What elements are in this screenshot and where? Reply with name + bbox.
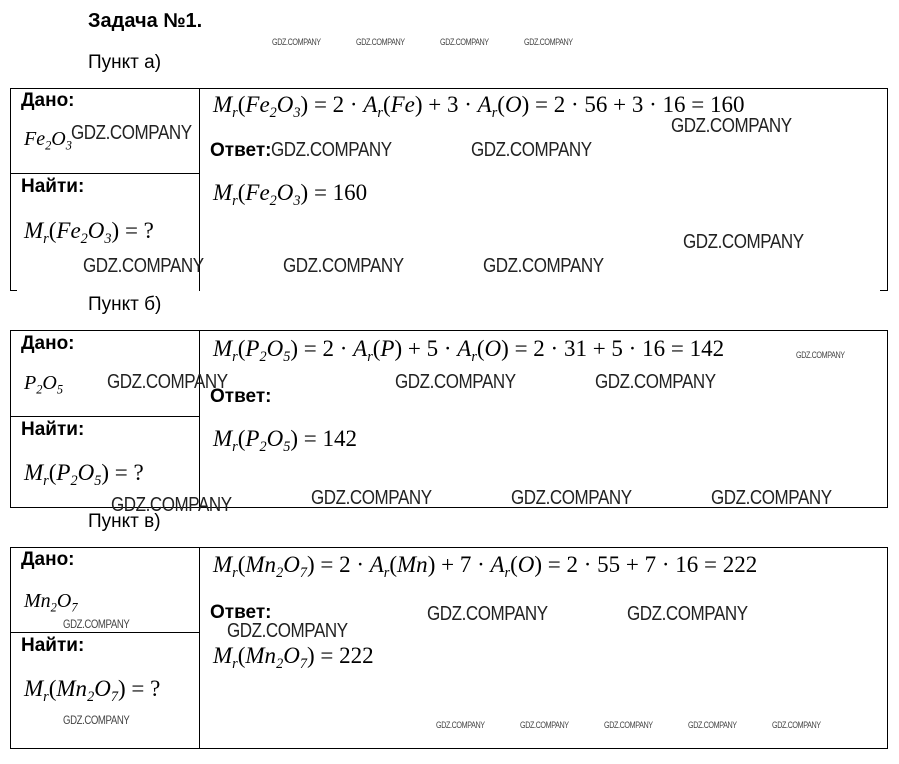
nayti-label: Найти:: [21, 635, 85, 656]
given-formula: $Mn_2O_7$: [24, 590, 78, 615]
watermark: GDZ.COMPANY: [271, 139, 392, 161]
table-border: [10, 290, 17, 291]
watermark: GDZ.COMPANY: [604, 720, 653, 730]
table-divider: [199, 547, 200, 749]
watermark: GDZ.COMPANY: [796, 350, 845, 360]
watermark: GDZ.COMPANY: [83, 255, 204, 277]
watermark: GDZ.COMPANY: [671, 115, 792, 137]
answer-formula: $M_r(P_2O_5) = 142$: [213, 426, 357, 455]
punkt-b-label: Пункт б): [88, 294, 162, 315]
punkt-v-label: Пункт в): [88, 511, 161, 532]
watermark: GDZ.COMPANY: [107, 371, 228, 393]
nayti-label: Найти:: [21, 419, 85, 440]
watermark: GDZ.COMPANY: [71, 122, 192, 144]
watermark: GDZ.COMPANY: [483, 255, 604, 277]
answer-formula: $M_r(Mn_2O_7) = 222$: [213, 643, 374, 672]
watermark: GDZ.COMPANY: [272, 37, 321, 47]
watermark: GDZ.COMPANY: [440, 37, 489, 47]
watermark: GDZ.COMPANY: [595, 371, 716, 393]
watermark: GDZ.COMPANY: [63, 713, 130, 727]
task-title: Задача №1.: [88, 10, 203, 32]
watermark: GDZ.COMPANY: [520, 720, 569, 730]
watermark: GDZ.COMPANY: [436, 720, 485, 730]
solution-formula: $M_r(Fe_2O_3) = 2 \cdot A_r(Fe) + 3 \cdot A_r(O) = 2 \cdot 56 + 3 \cdot 16 = 160$: [213, 92, 745, 121]
watermark: GDZ.COMPANY: [627, 603, 748, 625]
table-border: [10, 88, 11, 291]
watermark: GDZ.COMPANY: [511, 487, 632, 509]
given-formula: $P_2O_5$: [24, 372, 64, 397]
dano-label: Дано:: [21, 90, 75, 111]
table-divider: [10, 416, 199, 417]
dano-label: Дано:: [21, 333, 75, 354]
table-divider: [199, 330, 200, 508]
nayti-label: Найти:: [21, 176, 85, 197]
watermark: GDZ.COMPANY: [427, 603, 548, 625]
otvet-label: Ответ:: [210, 386, 272, 407]
watermark: GDZ.COMPANY: [683, 231, 804, 253]
watermark: GDZ.COMPANY: [524, 37, 573, 47]
find-formula: $M_r(Mn_2O_7)$ = ?: [24, 676, 161, 705]
otvet-label: Ответ:: [210, 602, 272, 623]
watermark: GDZ.COMPANY: [111, 494, 232, 516]
watermark: GDZ.COMPANY: [311, 487, 432, 509]
watermark: GDZ.COMPANY: [772, 720, 821, 730]
table-divider: [10, 173, 199, 174]
solution-formula: $M_r(P_2O_5) = 2 \cdot A_r(P) + 5 \cdot A_r(O) = 2 \cdot 31 + 5 \cdot 16 = 142$: [213, 336, 725, 365]
otvet-label: Ответ:: [210, 140, 272, 161]
table-border: [880, 290, 888, 291]
given-formula: $Fe_2O_3$: [24, 128, 72, 153]
watermark: GDZ.COMPANY: [283, 255, 404, 277]
watermark: GDZ.COMPANY: [356, 37, 405, 47]
find-formula: $M_r(Fe_2O_3)$ = ?: [24, 218, 154, 247]
watermark: GDZ.COMPANY: [227, 620, 348, 642]
dano-label: Дано:: [21, 549, 75, 570]
find-formula: $M_r(P_2O_5)$ = ?: [24, 460, 144, 489]
watermark: GDZ.COMPANY: [688, 720, 737, 730]
solution-formula: $M_r(Mn_2O_7) = 2 \cdot A_r(Mn) + 7 \cdot A_r(O) = 2 \cdot 55 + 7 \cdot 16 = 222$: [213, 552, 758, 581]
watermark: GDZ.COMPANY: [711, 487, 832, 509]
watermark: GDZ.COMPANY: [63, 617, 130, 631]
table-border: [10, 88, 888, 89]
watermark: GDZ.COMPANY: [471, 139, 592, 161]
table-border: [887, 88, 888, 291]
watermark: GDZ.COMPANY: [395, 371, 516, 393]
answer-formula: $M_r(Fe_2O_3) = 160$: [213, 180, 368, 209]
punkt-a-label: Пункт а): [88, 52, 162, 73]
table-divider: [10, 632, 199, 633]
